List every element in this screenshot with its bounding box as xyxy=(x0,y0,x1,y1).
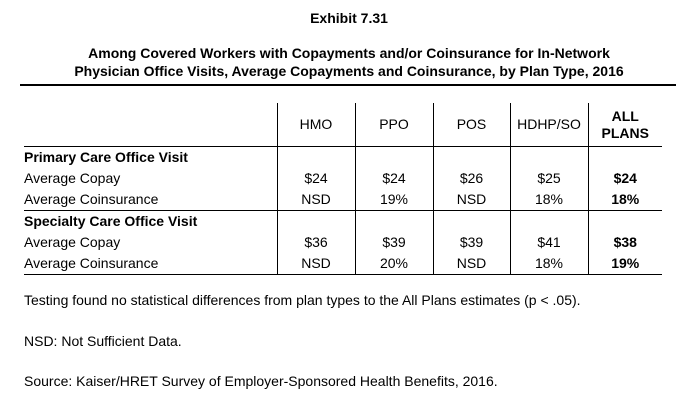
cell-hdhp-so: 18% xyxy=(510,253,588,275)
row-label: Average Coinsurance xyxy=(24,253,277,275)
cell-hmo: NSD xyxy=(277,189,355,211)
row-label: Average Copay xyxy=(24,234,121,250)
cell-ppo: $39 xyxy=(355,232,433,253)
cell-all-plans: 19% xyxy=(588,253,662,275)
cell-hmo: $36 xyxy=(277,232,355,253)
header-row xyxy=(24,103,662,147)
col-header-pos: POS xyxy=(433,103,510,147)
cell-ppo: 20% xyxy=(355,253,433,275)
table-row xyxy=(24,253,662,275)
section-heading-specialty-care: Specialty Care Office Visit xyxy=(24,211,277,233)
cell-pos: NSD xyxy=(433,189,510,211)
all-plans-line-2: PLANS xyxy=(601,124,649,141)
note-testing: Testing found no statistical differences from plan types to the All Plans estimates (p < .05). xyxy=(24,292,581,308)
cell-pos: NSD xyxy=(433,253,510,275)
cell-hdhp-so: $41 xyxy=(510,232,588,253)
section-heading-primary-care: Primary Care Office Visit xyxy=(24,149,188,165)
col-header-ppo: PPO xyxy=(355,103,433,147)
row-label: Average Copay xyxy=(24,170,121,186)
cell-hmo: NSD xyxy=(277,253,355,275)
col-header-all-plans xyxy=(588,103,662,147)
title-divider xyxy=(20,84,676,86)
table-row xyxy=(24,189,662,211)
cell-all-plans: $24 xyxy=(588,168,662,189)
cell-pos: $39 xyxy=(433,232,510,253)
row-label: Average Coinsurance xyxy=(24,191,159,207)
cell-ppo: 19% xyxy=(355,189,433,211)
table-row xyxy=(24,168,662,189)
cell-hmo: $24 xyxy=(277,168,355,189)
table-row xyxy=(24,232,662,253)
note-source: Source: Kaiser/HRET Survey of Employer-Sponsored Health Benefits, 2016. xyxy=(24,373,498,389)
exhibit-label: Exhibit 7.31 xyxy=(310,10,388,26)
copay-coinsurance-table xyxy=(24,103,662,275)
col-header-hdhp-so: HDHP/SO xyxy=(510,103,588,147)
section-row xyxy=(24,147,662,169)
col-header-hmo: HMO xyxy=(277,103,355,147)
header-blank xyxy=(24,103,277,147)
cell-hdhp-so: 18% xyxy=(510,189,588,211)
all-plans-line-1: ALL xyxy=(611,107,639,124)
note-nsd: NSD: Not Sufficient Data. xyxy=(24,333,182,349)
title-line-2: Physician Office Visits, Average Copayments and Coinsurance, by Plan Type, 2016 xyxy=(74,63,624,79)
cell-all-plans: $38 xyxy=(588,232,662,253)
cell-ppo: $24 xyxy=(355,168,433,189)
cell-hdhp-so: $25 xyxy=(510,168,588,189)
cell-all-plans: 18% xyxy=(588,189,662,211)
section-row xyxy=(24,211,662,233)
cell-pos: $26 xyxy=(433,168,510,189)
title-line-1: Among Covered Workers with Copayments and/or Coinsurance for In-Network xyxy=(88,45,610,61)
exhibit-title xyxy=(0,44,698,80)
